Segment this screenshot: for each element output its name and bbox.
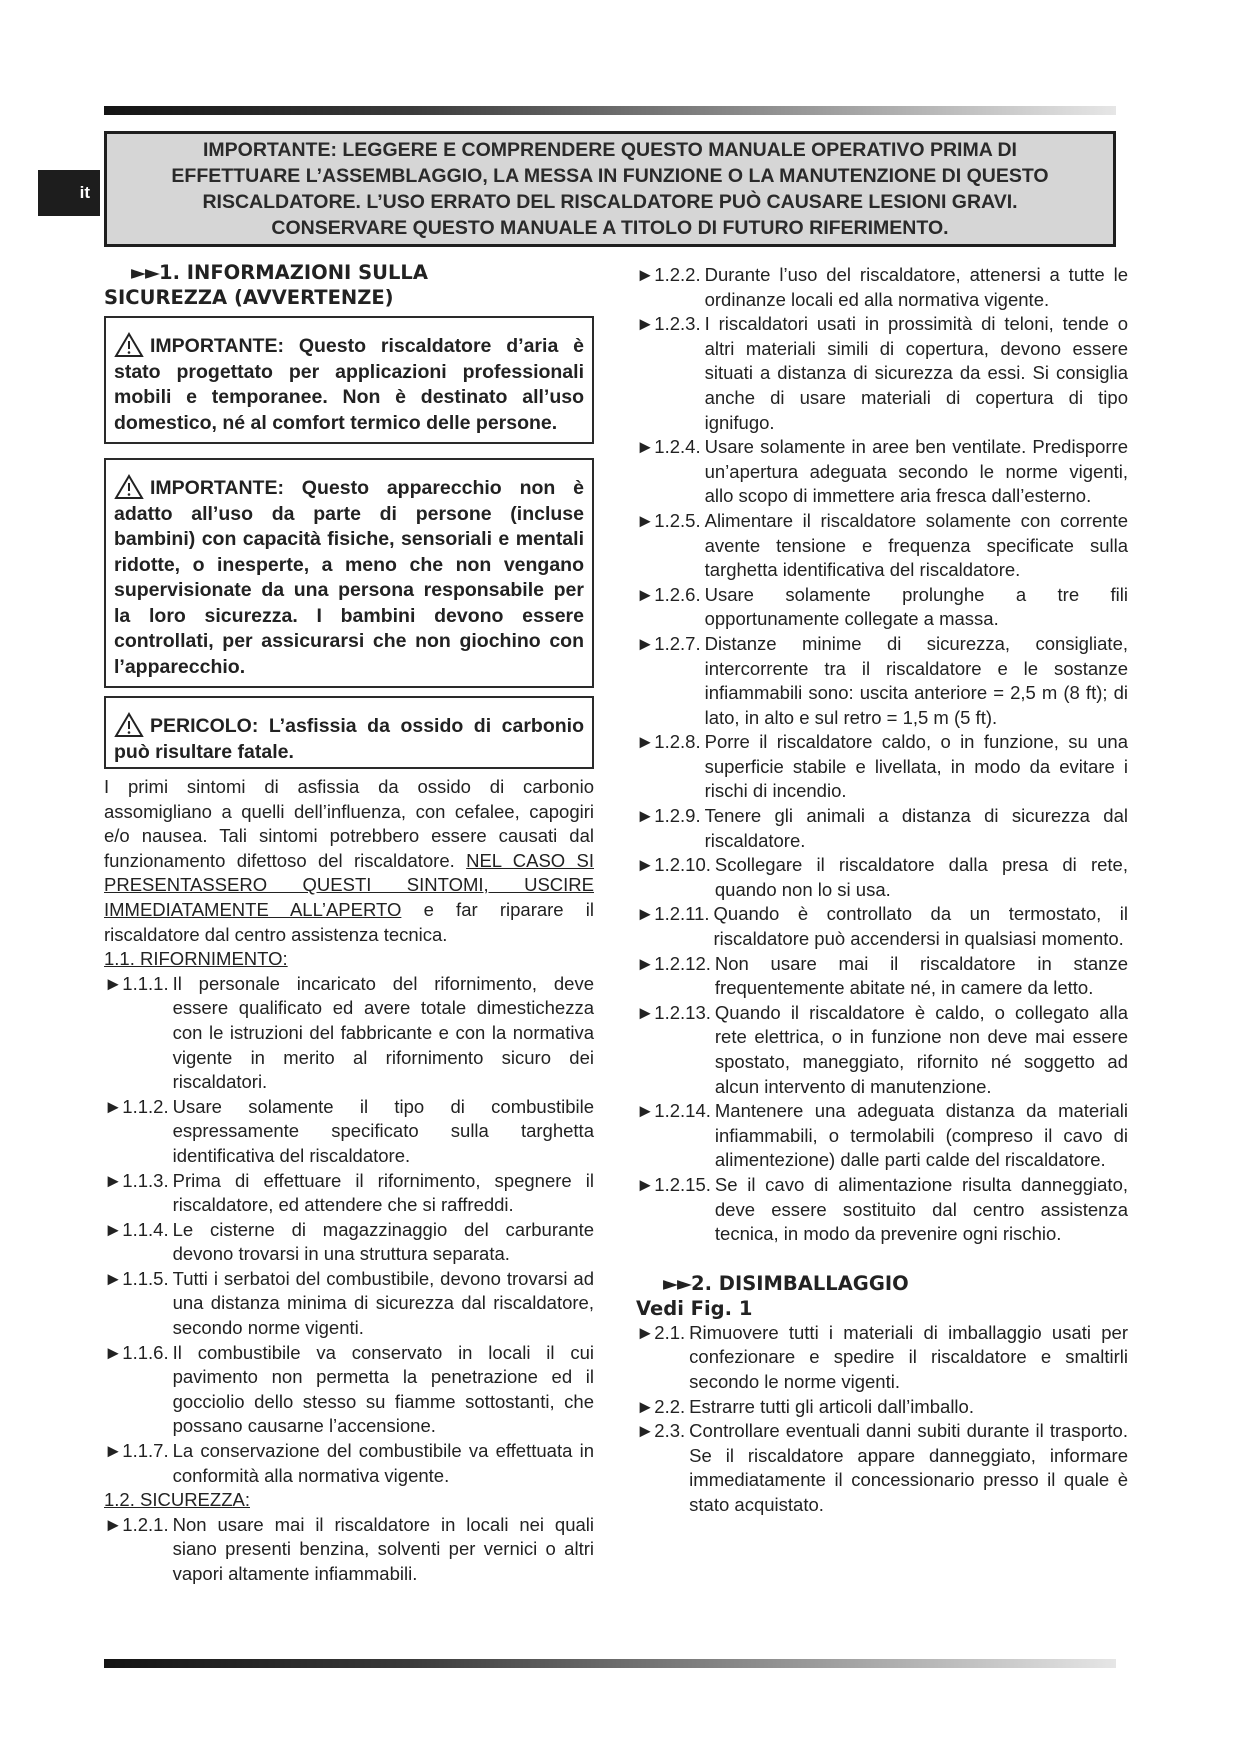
danger-box-carbon-monoxide: PERICOLO: L’asfissia da ossido di carbonio può risultare fatale. [104,696,594,769]
list-item: ►1.1.2. Usare solamente il tipo di combustibile espressamente specificato sulla targhetta identificativa del riscaldatore. [104,1095,594,1166]
list-item: ►1.1.1. Il personale incaricato del rifornimento, deve essere qualificato ed avere totale dimestichezza con le istruzioni del fabbricante e con la normativa vigente in merito al rifornimento sicuro dei riscaldatori. [104,972,594,1093]
list-item: ►1.2.12. Non usare mai il riscaldatore in stanze frequentemente abitate né, in camere da letto. [636,952,1128,999]
bottom-rule [104,1659,1116,1668]
list-item: ►1.2.1. Non usare mai il riscaldatore in locali nei quali siano presenti benzina, solventi per vernici o altri vapori altamente infiammabili. [104,1513,594,1584]
list-item: ►1.2.14. Mantenere una adeguata distanza da materiali infiammabili, o termolabili (compreso il cavo di alimentezione) dalle parti calde del riscaldatore. [636,1100,1128,1171]
language-tab: it [38,170,100,216]
list-item: ►1.1.5. Tutti i serbatoi del combustibile, devono trovarsi ad una distanza minima di sicurezza dal riscaldatore, secondo norme vigenti. [104,1267,594,1339]
section-arrows: ►► [663,1271,691,1295]
section-2-title: ►►2. DISIMBALLAGGIO [663,1271,909,1295]
warning-box-supervision: IMPORTANTE: Questo apparecchio non è adatto all’uso da parte di persone (incluse bambini) con capacità fisiche, sensoriali e mentali ridotte, o inesperte, a meno che non vengano supervisionate da una persona responsabile per la loro sicurezza. I bambini devono essere controllati, per assicurarsi che non giochino con l’apparecchio. [104,458,594,688]
list-item: ►1.2.9. Tenere gli animali a distanza di sicurezza dal riscaldatore. [636,805,1128,851]
section-arrows: ►► [131,261,159,284]
notice-line: CONSERVARE QUESTO MANUALE A TITOLO DI FUTURO RIFERIMENTO. [271,217,949,239]
unpacking-list [636,1321,1128,1518]
warning-box-professional-use: IMPORTANTE: Questo riscaldatore d’aria è stato progettato per applicazioni professionali mobili e temporanee. Non è destinato all’uso domestico, né al comfort termico delle persone. [104,316,594,444]
important-notice-box [104,131,1116,247]
warning-triangle-icon [114,474,144,500]
section-2-subtitle: Vedi Fig. 1 [636,1296,753,1320]
list-item: ►2.1. Rimuovere tutti i materiali di imballaggio usati per confezionare e spedire il riscaldatore e smaltirli secondo le norme vigenti. [636,1321,1128,1392]
list-item: ►1.2.15. Se il cavo di alimentazione risulta danneggiato, deve essere sostituito dal centro assistenza tecnica, in modo da prevenire ogni rischio. [636,1173,1128,1245]
list-item: ►1.2.6. Usare solamente prolunghe a tre fili opportunamente collegate a massa. [636,583,1128,630]
list-item: ►1.2.3. I riscaldatori usati in prossimità di teloni, tende o altri materiali simili di copertura, devono essere situati a distanza di sicurezza da essi. Si consiglia anche di usare materiali di copertura di tipo ignifugo. [636,313,1128,433]
notice-line: EFFETTUARE L’ASSEMBLAGGIO, LA MESSA IN FUNZIONE O LA MANUTENZIONE DI QUESTO [171,165,1049,187]
safety-heading: 1.2. SICUREZZA: [104,1489,250,1511]
list-item: ►2.3. Controllare eventuali danni subiti durante il trasporto. Se il riscaldatore appare danneggiato, informare immediatamente il concessionario presso il quale è stato acquistato. [636,1420,1128,1515]
notice-line: RISCALDATORE. L’USO ERRATO DEL RISCALDATORE PUÒ CAUSARE LESIONI GRAVI. [202,191,1018,213]
list-item: ►1.1.6. Il combustibile va conservato in locali il cui pavimento non permetta la penetrazione ed il gocciolio dello stesso su fiamme sottostanti, che possano causarne l’accensione. [104,1341,594,1437]
warning-triangle-icon [114,712,144,738]
list-item: ►1.2.5. Alimentare il riscaldatore solamente con corrente avente tensione e frequenza specificate sulla targhetta identificativa del riscaldatore. [636,509,1128,581]
list-item: ►1.1.7. La conservazione del combustibile va effettuata in conformità alla normativa vigente. [104,1440,594,1486]
top-rule [104,106,1116,115]
list-item: ►1.2.2. Durante l’uso del riscaldatore, attenersi a tutte le ordinanze locali ed alla normativa vigente. [636,264,1128,310]
list-item: ►1.1.4. Le cisterne di magazzinaggio del carburante devono trovarsi in una struttura separata. [104,1218,594,1265]
notice-line: IMPORTANTE: LEGGERE E COMPRENDERE QUESTO MANUALE OPERATIVO PRIMA DI [202,139,1017,161]
list-item: ►1.2.4. Usare solamente in aree ben ventilate. Predisporre un’apertura adeguata secondo le norme vigenti, allo scopo di immettere aria fresca dall’esterno. [636,436,1128,507]
list-item: ►2.2. Estrarre tutti gli articoli dall’imballo. [636,1395,974,1417]
list-item: ►1.2.11. Quando è controllato da un termostato, il riscaldatore può accendersi in qualsiasi momento. [636,903,1128,950]
left-column [104,260,594,1587]
list-item: ►1.2.8. Porre il riscaldatore caldo, o in funzione, su una superficie stabile e livellata, in modo da evitare i rischi di incendio. [636,731,1128,802]
section-1-title: ►►1. INFORMAZIONI SULLA SICUREZZA (AVVERTENZE) [104,261,428,309]
safety-list-continued [636,263,1128,1247]
list-item: ►1.1.3. Prima di effettuare il rifornimento, spegnere il riscaldatore, ed attendere che si raffreddi. [104,1169,594,1216]
right-column [636,263,1128,1518]
list-item: ►1.2.13. Quando il riscaldatore è caldo, o collegato alla rete elettrica, o in funzione non deve mai essere spostato, maneggiato, rifornito né soggetto ad alcun intervento di manutenzione. [636,1001,1128,1097]
refuel-heading: 1.1. RIFORNIMENTO: [104,948,288,970]
carbon-monoxide-intro: I primi sintomi di asfissia da ossido di carbonio assomigliano a quelli dell’influenza, con cefalee, capogiri e/o nausea. Tali sintomi potrebbero essere causati dal funzionamento difettoso del riscaldatore. NEL CASO SI PRESENTASSERO QUESTI SINTOMI, USCIRE IMMEDIATAMENTE ALL’APERTO e far riparare il riscaldatore dal centro assistenza tecnica. [104,776,595,945]
list-item: ►1.2.7. Distanze minime di sicurezza, consigliate, intercorrente tra il riscaldatore e le sostanze infiammabili sono: uscita anteriore = 2,5 m (8 ft); di lato, in alto e sul retro = 1,5 m (5 ft). [636,632,1128,728]
list-item: ►1.2.10. Scollegare il riscaldatore dalla presa di rete, quando non lo si usa. [636,854,1128,900]
warning-triangle-icon [114,332,144,358]
refuel-list [104,972,594,1488]
